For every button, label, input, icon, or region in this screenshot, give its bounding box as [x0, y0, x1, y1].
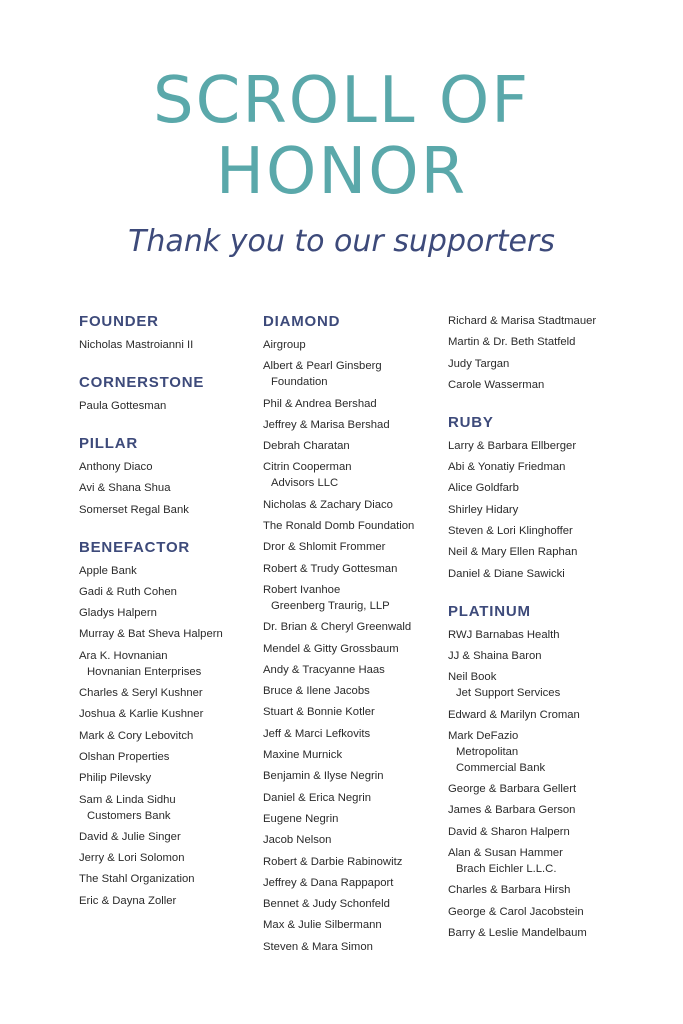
supporter-affiliation: Hovnanian Enterprises	[87, 665, 202, 678]
supporter-entry	[263, 747, 443, 763]
supporter-name: James & Barbara Gerson	[448, 804, 576, 817]
supporter-entry	[79, 563, 259, 579]
supporter-name: Dr. Brian & Cheryl Greenwald	[263, 621, 412, 634]
honor-column-2	[263, 313, 443, 960]
supporter-affiliation: Greenberg Traurig, LLP	[271, 599, 390, 612]
supporter-entry	[79, 770, 259, 786]
supporter-entry	[263, 417, 443, 433]
supporter-entry	[79, 398, 259, 414]
honor-section-founder	[79, 313, 259, 353]
honor-section-benefactor	[79, 539, 259, 909]
supporter-name: Eric & Dayna Zoller	[79, 894, 177, 907]
supporter-entry	[448, 882, 638, 898]
honor-section-platinum	[448, 603, 638, 941]
supporter-entry	[263, 832, 443, 848]
supporter-entry	[79, 480, 259, 496]
supporter-name: Robert & Trudy Gottesman	[263, 562, 398, 575]
supporter-name: Bennet & Judy Schonfeld	[263, 898, 390, 911]
page-title-line-2: HONOR	[215, 135, 468, 209]
section-heading: FOUNDER	[79, 313, 159, 330]
supporter-entry	[79, 626, 259, 642]
supporter-name: Steven & Lori Klinghoffer	[448, 525, 573, 538]
supporter-name: Alan & Susan Hammer	[448, 847, 563, 860]
supporter-name: Murray & Bat Sheva Halpern	[79, 628, 223, 641]
supporter-name: Steven & Mara Simon	[263, 940, 373, 953]
supporter-entry	[263, 539, 443, 555]
supporter-entry	[448, 523, 638, 539]
honor-column-3	[448, 313, 638, 946]
supporter-entry	[79, 749, 259, 765]
supporter-name: Barry & Leslie Mandelbaum	[448, 926, 587, 939]
supporter-entry	[263, 939, 443, 955]
supporter-entry	[448, 802, 638, 818]
supporter-name: Sam & Linda Sidhu	[79, 793, 176, 806]
supporter-name: Edward & Marilyn Croman	[448, 708, 580, 721]
supporter-name: Daniel & Erica Negrin	[263, 791, 371, 804]
supporter-name: Apple Bank	[79, 564, 137, 577]
supporter-entry	[79, 829, 259, 845]
supporter-name: Gadi & Ruth Cohen	[79, 585, 177, 598]
supporter-name: Charles & Barbara Hirsh	[448, 884, 571, 897]
supporter-entry	[448, 459, 638, 475]
supporter-name: Maxine Murnick	[263, 749, 343, 762]
supporter-entry	[79, 605, 259, 621]
section-heading: PILLAR	[79, 435, 138, 452]
supporter-name: Judy Targan	[448, 357, 510, 370]
supporter-name: Jeffrey & Marisa Bershad	[263, 418, 390, 431]
supporter-entry	[263, 358, 443, 390]
supporter-name: Somerset Regal Bank	[79, 503, 189, 516]
supporter-name: Shirley Hidary	[448, 503, 519, 516]
supporter-entry	[263, 726, 443, 742]
supporter-name: Anthony Diaco	[79, 461, 153, 473]
supporter-affiliation: Brach Eichler L.L.C.	[456, 863, 557, 876]
supporter-name: Daniel & Diane Sawicki	[448, 567, 565, 580]
supporter-name: Neil Book	[448, 671, 497, 684]
page-title-line-1: SCROLL OF	[153, 64, 530, 138]
supporter-entry	[448, 480, 638, 496]
supporter-name: Charles & Seryl Kushner	[79, 687, 203, 700]
supporter-name: Larry & Barbara Ellberger	[448, 439, 577, 452]
section-heading: RUBY	[448, 413, 494, 431]
supporter-entry	[263, 811, 443, 827]
supporter-name: Mark DeFazio	[448, 729, 519, 742]
supporter-entry	[448, 648, 638, 664]
section-heading: PLATINUM	[448, 602, 531, 620]
supporter-entry	[263, 790, 443, 806]
supporter-entry	[79, 871, 259, 887]
supporter-name: Jeffrey & Dana Rappaport	[263, 876, 394, 889]
supporter-entry	[79, 502, 259, 518]
supporter-affiliation: Jet Support Services	[456, 687, 561, 700]
section-heading: BENEFACTOR	[79, 538, 191, 556]
supporter-entry	[263, 896, 443, 912]
supporter-name: Nicholas & Zachary Diaco	[263, 498, 393, 511]
section-heading: DIAMOND	[263, 313, 341, 330]
supporter-name: Jeff & Marci Lefkovits	[263, 727, 371, 740]
supporter-name: Mendel & Gitty Grossbaum	[263, 642, 399, 655]
supporter-name: Dror & Shlomit Frommer	[263, 541, 386, 554]
supporter-name: Joshua & Karlie Kushner	[79, 708, 204, 721]
supporter-affiliation: Customers Bank	[87, 809, 171, 822]
supporter-entry	[448, 824, 638, 840]
supporter-name: Martin & Dr. Beth Statfeld	[448, 336, 576, 349]
supporter-entry	[263, 518, 443, 534]
supporter-affiliation: Advisors LLC	[271, 477, 339, 490]
supporter-name: Abi & Yonatiy Friedman	[448, 461, 566, 474]
supporter-name: Philip Pilevsky	[79, 772, 152, 785]
supporter-name: Albert & Pearl Ginsberg	[263, 360, 382, 373]
supporter-entry	[263, 438, 443, 454]
honor-section-diamond	[263, 313, 443, 955]
supporter-name: Airgroup	[263, 339, 306, 351]
supporter-entry	[448, 502, 638, 518]
supporter-name: Alice Goldfarb	[448, 482, 519, 495]
honor-section-ruby	[448, 414, 638, 582]
supporter-name: Citrin Cooperman	[263, 461, 352, 474]
supporter-name: Jerry & Lori Solomon	[79, 852, 185, 865]
supporter-name: Gladys Halpern	[79, 607, 157, 620]
supporter-entry	[448, 377, 638, 393]
supporter-entry	[448, 904, 638, 920]
supporter-entry	[263, 917, 443, 933]
supporter-entry	[448, 566, 638, 582]
supporter-name: George & Barbara Gellert	[448, 783, 577, 796]
supporter-entry	[448, 356, 638, 372]
supporter-entry	[79, 459, 259, 475]
honor-column-1	[79, 313, 259, 914]
honor-section-pillar	[79, 435, 259, 518]
supporter-entry	[448, 707, 638, 723]
supporter-name: Paula Gottesman	[79, 400, 167, 412]
supporter-entry	[263, 662, 443, 678]
supporter-name: Bruce & Ilene Jacobs	[263, 685, 370, 698]
supporter-entry	[79, 648, 259, 680]
supporter-name: Nicholas Mastroianni II	[79, 339, 194, 351]
supporter-name: JJ & Shaina Baron	[448, 649, 542, 662]
supporter-entry	[448, 313, 638, 329]
honor-section-continued	[448, 313, 638, 393]
supporter-name: Max & Julie Silbermann	[263, 919, 382, 932]
supporter-entry	[79, 685, 259, 701]
supporter-name: Andy & Tracyanne Haas	[263, 663, 385, 676]
supporter-affiliation: Commercial Bank	[456, 761, 546, 774]
supporter-entry	[263, 396, 443, 412]
supporter-name: Eugene Negrin	[263, 812, 339, 825]
supporter-entry	[263, 641, 443, 657]
supporter-name: Neil & Mary Ellen Raphan	[448, 546, 578, 559]
supporter-name: Olshan Properties	[79, 750, 170, 763]
honor-section-cornerstone	[79, 374, 259, 414]
supporter-entry	[79, 728, 259, 744]
supporter-entry	[263, 497, 443, 513]
supporter-entry	[263, 337, 443, 353]
supporter-name: Carole Wasserman	[448, 378, 545, 391]
supporter-entry	[263, 561, 443, 577]
supporter-entry	[448, 781, 638, 797]
supporter-name: Jacob Nelson	[263, 834, 332, 847]
supporter-name: Robert & Darbie Rabinowitz	[263, 855, 403, 868]
supporter-entry	[79, 337, 259, 353]
supporter-entry	[263, 875, 443, 891]
supporter-entry	[263, 854, 443, 870]
supporter-name: RWJ Barnabas Health	[448, 628, 560, 641]
supporter-entry	[263, 582, 443, 614]
supporter-name: Benjamin & Ilyse Negrin	[263, 770, 384, 783]
supporter-name: Robert Ivanhoe	[263, 583, 341, 596]
supporter-entry	[79, 792, 259, 824]
supporter-name: George & Carol Jacobstein	[448, 905, 584, 918]
supporter-entry	[263, 704, 443, 720]
supporter-entry	[263, 459, 443, 491]
supporter-entry	[263, 768, 443, 784]
supporter-name: Avi & Shana Shua	[79, 482, 171, 495]
supporter-entry	[79, 893, 259, 909]
supporter-entry	[448, 728, 638, 776]
supporter-name: Stuart & Bonnie Kotler	[263, 706, 375, 719]
supporter-entry	[448, 925, 638, 941]
supporter-name: The Ronald Domb Foundation	[263, 520, 415, 533]
supporter-entry	[448, 669, 638, 701]
supporter-name: David & Julie Singer	[79, 830, 181, 843]
supporter-affiliation: Foundation	[271, 376, 328, 389]
supporter-name: The Stahl Organization	[79, 873, 195, 886]
supporter-entry	[448, 334, 638, 350]
supporter-entry	[448, 438, 638, 454]
supporter-entry	[263, 683, 443, 699]
supporter-entry	[448, 627, 638, 643]
supporter-entry	[79, 706, 259, 722]
section-heading: CORNERSTONE	[79, 374, 205, 391]
supporter-entry	[448, 544, 638, 560]
supporter-name: Richard & Marisa Stadtmauer	[448, 315, 597, 327]
supporter-name: Debrah Charatan	[263, 440, 350, 453]
supporter-entry	[79, 850, 259, 866]
supporter-affiliation: Metropolitan	[456, 745, 519, 758]
supporter-entry	[263, 619, 443, 635]
supporter-entry	[448, 845, 638, 877]
supporter-entry	[79, 584, 259, 600]
page-subtitle: Thank you to our supporters	[128, 224, 555, 259]
supporter-name: David & Sharon Halpern	[448, 825, 570, 838]
supporter-name: Ara K. Hovnanian	[79, 649, 168, 662]
supporter-name: Mark & Cory Lebovitch	[79, 729, 194, 742]
supporter-name: Phil & Andrea Bershad	[263, 397, 377, 410]
